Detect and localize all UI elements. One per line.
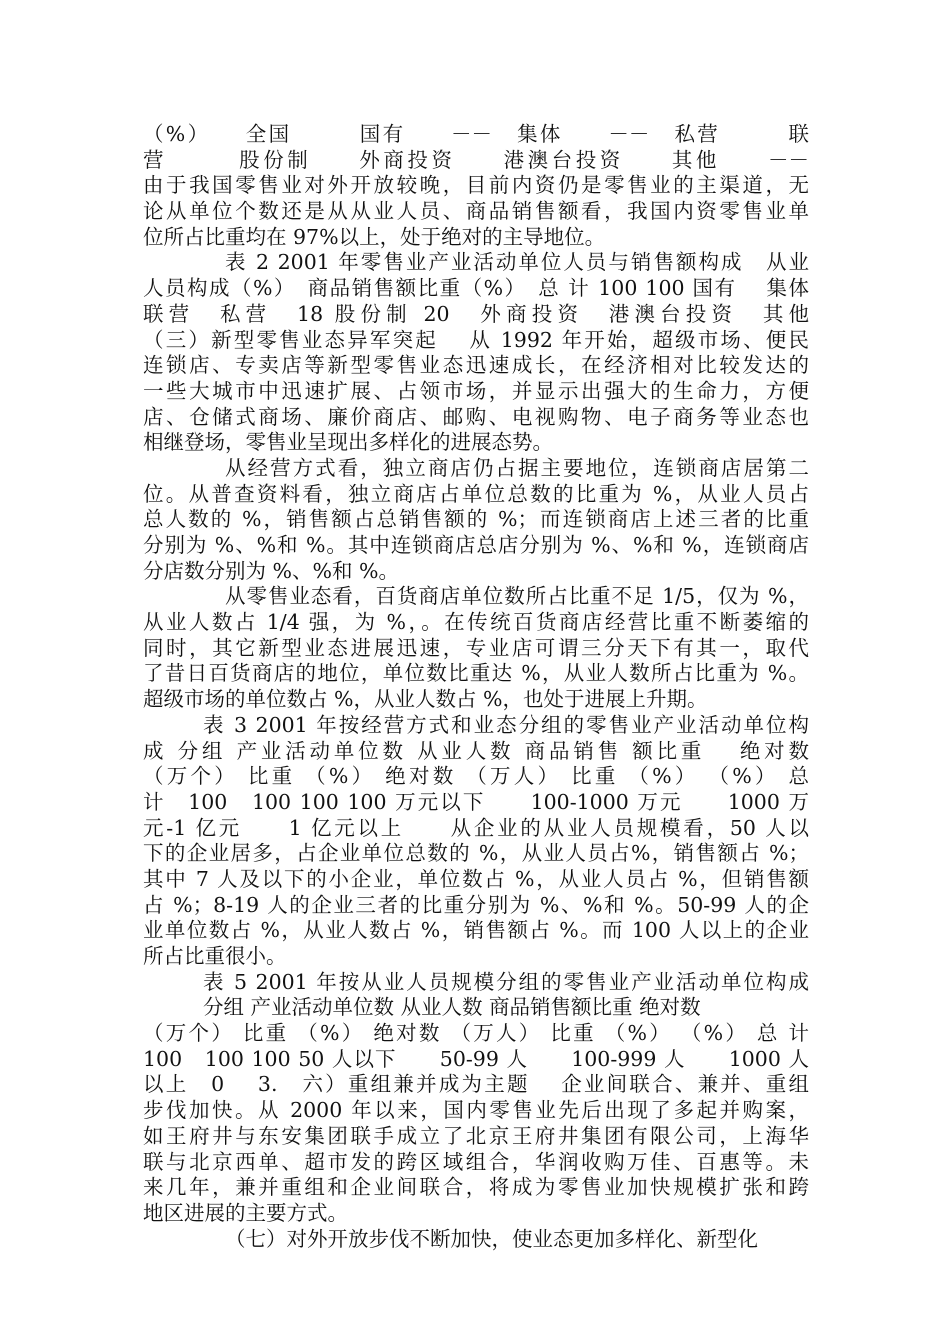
text-line: 分店数分别为 %、%和 %。 bbox=[143, 558, 399, 583]
section-heading: （三）新型零售业态异军突起 从 1992 年开始，超级市场、便民 bbox=[143, 327, 809, 352]
table-caption: 表 2 2001 年零售业产业活动单位人员与销售额构成 从业 bbox=[225, 250, 809, 275]
text-line: 联与北京西单、超市发的跨区域组合，华润收购万佳、百惠等。未 bbox=[143, 1149, 809, 1174]
text-line: （万个） 比重 （%） 绝对数 （万人） 比重 （%） （%） 总 bbox=[143, 764, 809, 789]
text-line: 计 100 100 100 100 万元以下 100-1000 万元 1000 万 bbox=[143, 789, 809, 814]
text-line: 连锁店、专卖店等新型零售业态迅速成长，在经济相对比较发达的 bbox=[143, 353, 809, 378]
text-line: 业单位数占 %，从业人数占 %，销售额占 %。而 100 人以上的企业 bbox=[143, 918, 809, 943]
table-caption: 表 5 2001 年按从业人员规模分组的零售业产业活动单位构成 bbox=[203, 969, 809, 994]
text-line: 超级市场的单位数占 %，从业人数占 %，也处于进展上升期。 bbox=[143, 687, 708, 712]
section-heading: （七）对外开放步伐不断加快，使业态更加多样化、新型化 bbox=[225, 1226, 758, 1251]
text-line: 了昔日百货商店的地位，单位数比重达 %，从业人数所占比重为 %。 bbox=[143, 661, 809, 686]
text-line: （万个） 比重 （%） 绝对数 （万人） 比重 （%） （%） 总 计 bbox=[143, 1021, 809, 1046]
text-line: 一些大城市中迅速扩展、占领市场，并显示出强大的生命力，方便 bbox=[143, 378, 809, 403]
text-line: 营 股份制 外商投资 港澳台投资 其他 －－ bbox=[143, 147, 809, 172]
text-line: 所占比重很小。 bbox=[143, 944, 287, 968]
text-line: 分别为 %、%和 %。其中连锁商店总店分别为 %、%和 %，连锁商店 bbox=[143, 533, 809, 557]
document-body bbox=[143, 122, 809, 1252]
text-line: 如王府井与东安集团联手成立了北京王府井集团有限公司，上海华 bbox=[143, 1123, 809, 1148]
text-line: 论从单位个数还是从从业人员、商品销售额看，我国内资零售业单 bbox=[143, 199, 809, 224]
text-line: 人员构成（%） 商品销售额比重（%） 总 计 100 100 国有 集体 bbox=[143, 276, 809, 301]
table-caption: 表 3 2001 年按经营方式和业态分组的零售业产业活动单位构 bbox=[203, 712, 809, 737]
text-line: 100 100 100 50 人以下 50-99 人 100-999 人 1000 人 bbox=[143, 1046, 809, 1071]
text-line: 下的企业居多，占企业单位总数的 %，从业人员占%，销售额占 %； bbox=[143, 841, 809, 866]
text-line: 同时，其它新型业态进展迅速，专业店可谓三分天下有其一，取代 bbox=[143, 635, 809, 660]
text-line: 位。从普查资料看，独立商店占单位总数的比重为 %，从业人员占 bbox=[143, 481, 809, 506]
text-line: 联营 私营 18 股份制 20 外商投资 港澳台投资 其他 bbox=[143, 301, 809, 326]
paragraph-start: 从零售业态看，百货商店单位数所占比重不足 1/5，仅为 %， bbox=[225, 584, 809, 609]
text-line: 占 %；8-19 人的企业三者的比重分别为 %、%和 %。50-99 人的企 bbox=[143, 892, 809, 917]
paragraph-start: 从经营方式看，独立商店仍占据主要地位，连锁商店居第二 bbox=[225, 455, 809, 480]
text-line: 成 分组 产业活动单位数 从业人数 商品销售 额比重 绝对数 bbox=[143, 738, 809, 763]
text-line: （%） 全国 国有 －－ 集体 －－ 私营 联 bbox=[143, 122, 809, 146]
text-line: 元-1 亿元 1 亿元以上 从企业的从业人员规模看，50 人以 bbox=[143, 815, 809, 840]
text-line: 位所占比重均在 97%以上，处于绝对的主导地位。 bbox=[143, 224, 606, 249]
text-line: 步伐加快。从 2000 年以来，国内零售业先后出现了多起并购案， bbox=[143, 1098, 809, 1123]
text-line: 总人数的 %，销售额占总销售额的 %；而连锁商店上述三者的比重 bbox=[143, 507, 809, 532]
text-line: 地区进展的主要方式。 bbox=[143, 1200, 348, 1225]
text-line: 相继登场，零售业呈现出多样化的进展态势。 bbox=[143, 430, 553, 455]
text-line: 由于我国零售业对外开放较晚，目前内资仍是零售业的主渠道，无 bbox=[143, 173, 809, 198]
text-line: 来几年，兼并重组和企业间联合，将成为零售业加快规模扩张和跨 bbox=[143, 1175, 809, 1200]
text-line: 从业人数占 1/4 强，为 %，。在传统百货商店经营比重不断萎缩的 bbox=[143, 610, 809, 635]
text-line: 店、仓储式商场、廉价商店、邮购、电视购物、电子商务等业态也 bbox=[143, 404, 809, 429]
text-line: 以上 0 3. 六）重组兼并成为主题 企业间联合、兼并、重组 bbox=[143, 1072, 809, 1097]
text-line: 分组 产业活动单位数 从业人数 商品销售额比重 绝对数 bbox=[203, 995, 701, 1020]
text-line: 其中 7 人及以下的小企业，单位数占 %，从业人员占 %，但销售额 bbox=[143, 866, 809, 891]
